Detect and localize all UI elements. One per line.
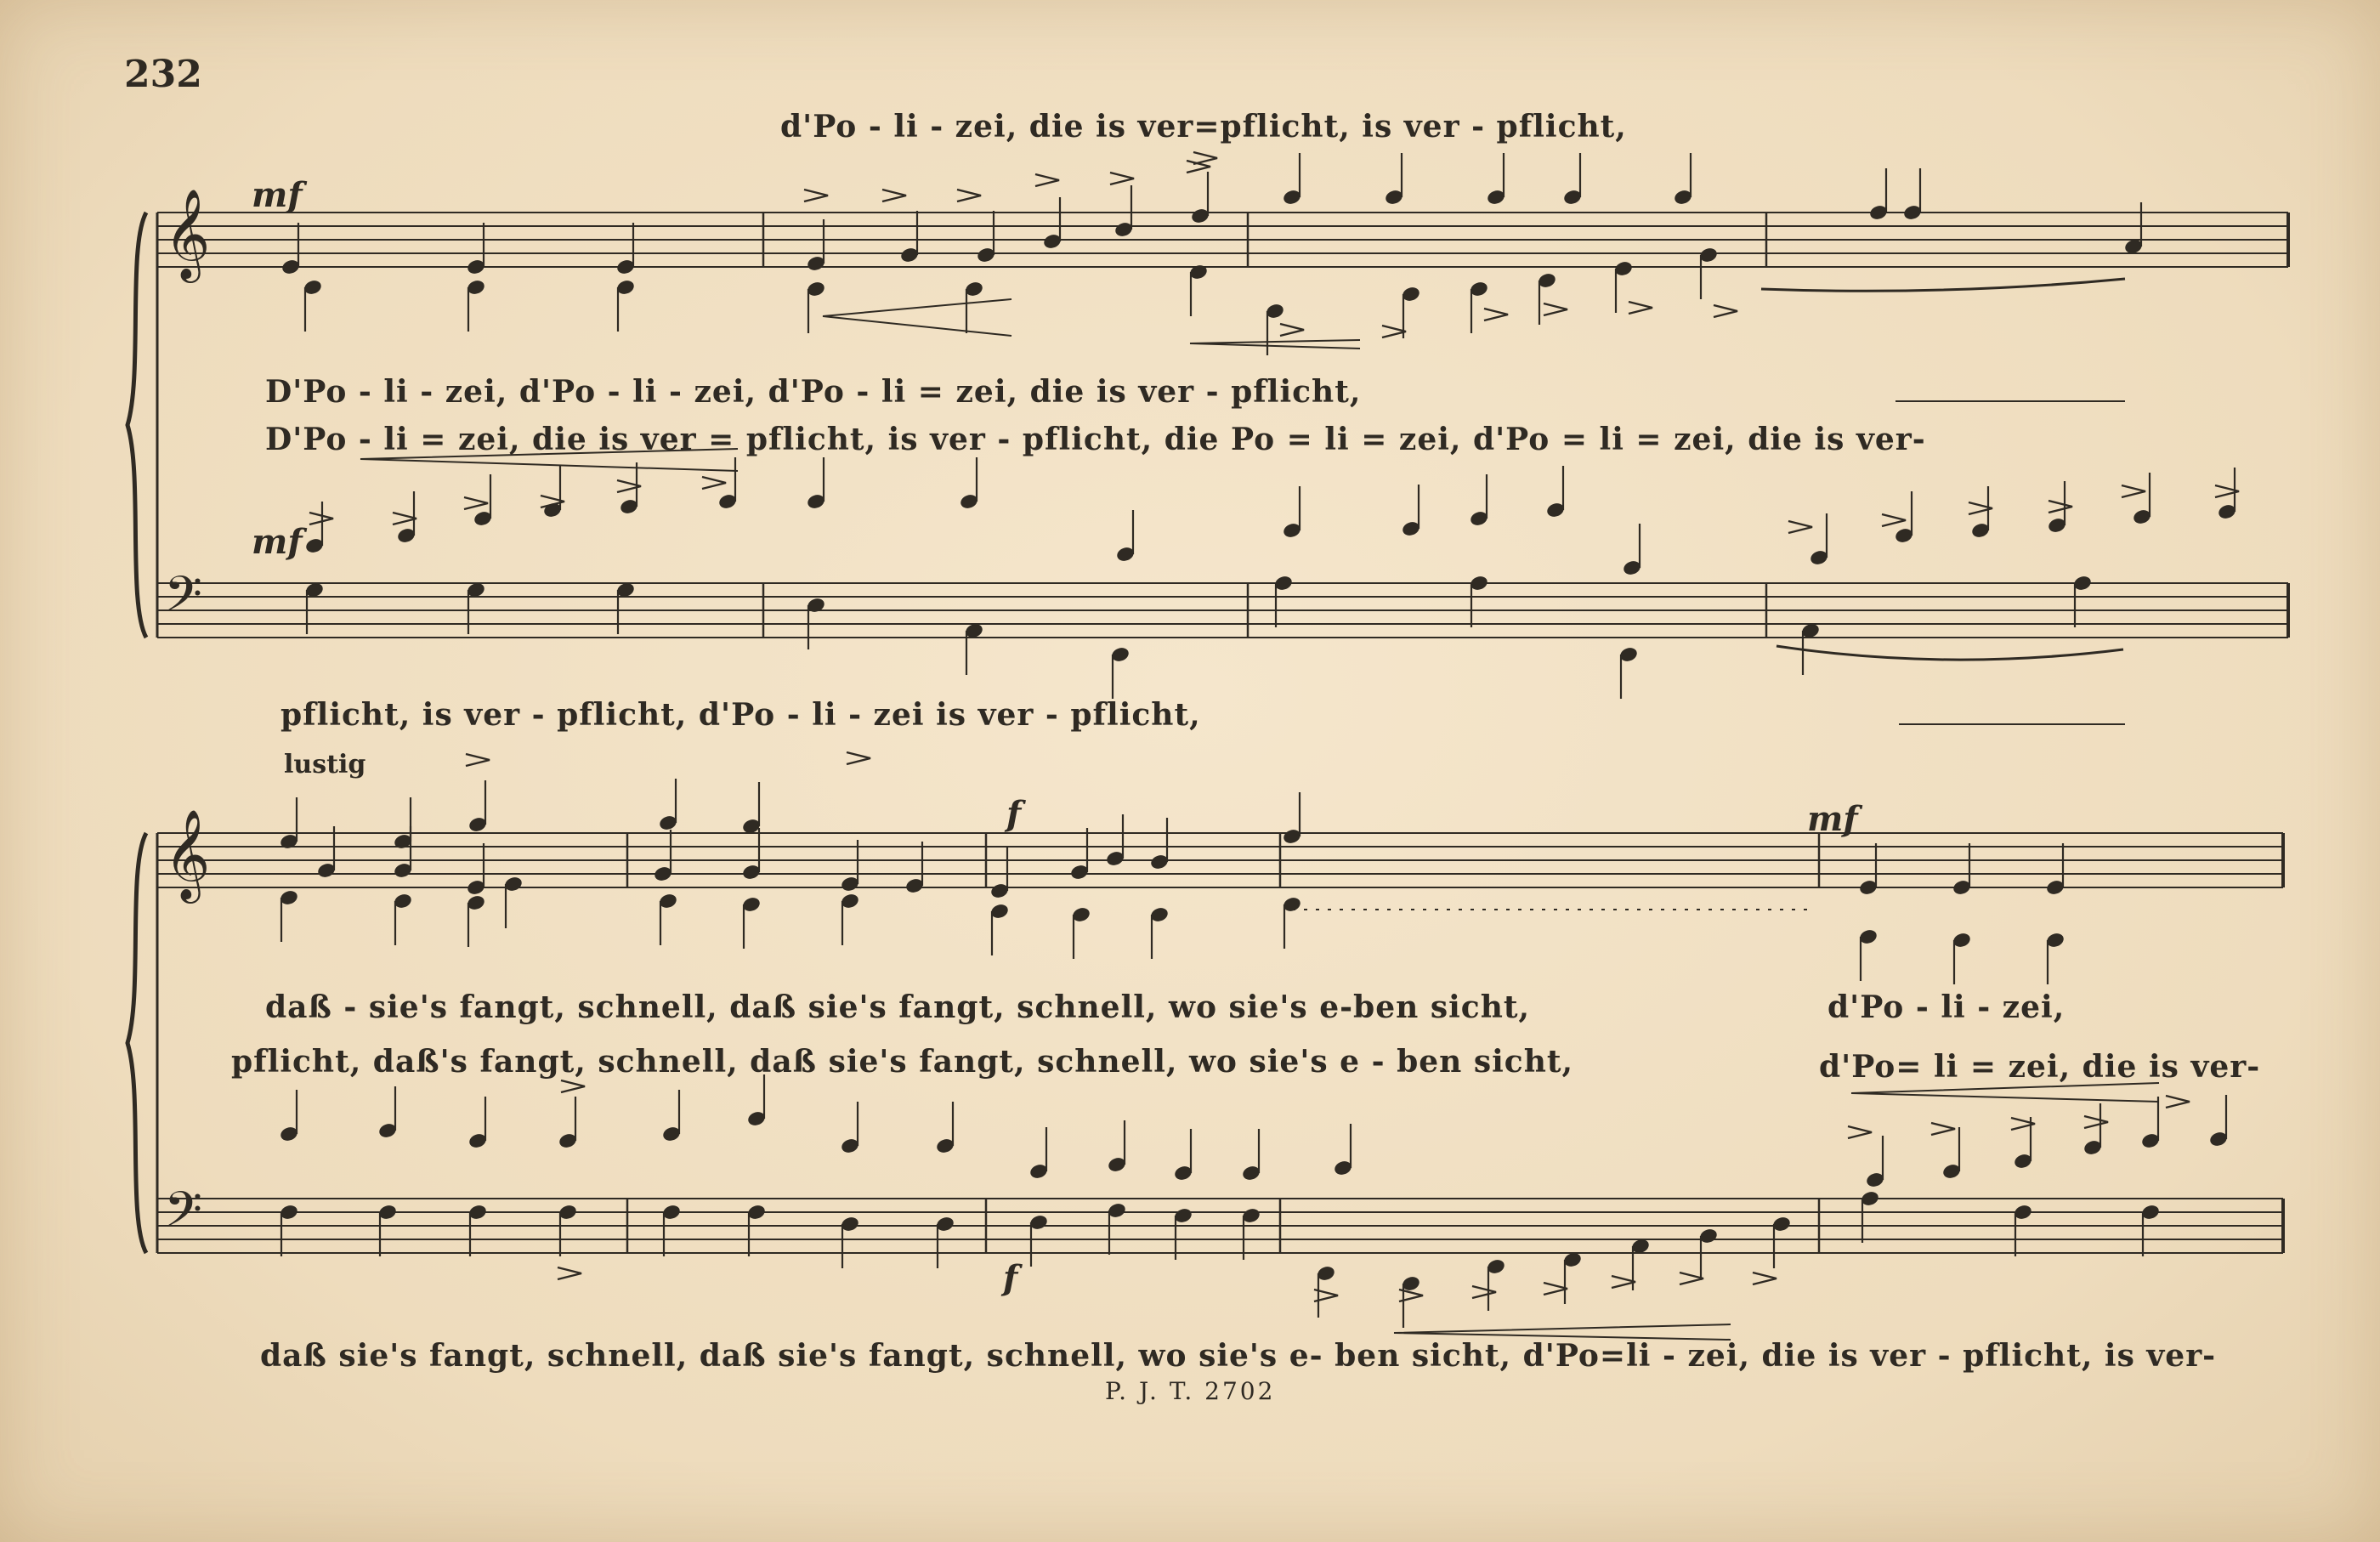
lyrics-system1-bottom: pflicht, is ver - pflicht, d'Po - li - zei is ver - pflicht, — [280, 697, 1201, 733]
accent-mark — [1382, 326, 1406, 337]
accent-mark — [558, 1267, 581, 1279]
bass-clef-icon: 𝄢 — [164, 1181, 203, 1250]
lyrics-system2-bottom: daß sie's fangt, schnell, daß sie's fangt, schnell, wo sie's e- ben sicht, d'Po=li - zei, die is ver - pflicht, is ver- — [260, 1338, 2217, 1374]
accent-mark — [466, 754, 490, 766]
lyrics-system2-mid2-end: d'Po= li = zei, die is ver- — [1819, 1049, 2261, 1085]
accent-mark — [882, 190, 906, 201]
accent-mark — [1931, 1123, 1955, 1135]
accent-mark — [464, 497, 488, 509]
dynamic-mf: mf — [1807, 799, 1858, 839]
accent-mark — [1612, 1276, 1635, 1288]
accent-mark — [1680, 1273, 1703, 1284]
accent-mark — [2166, 1096, 2190, 1108]
accent-mark — [1193, 152, 1217, 164]
lyrics-system2-mid1: daß - sie's fangt, schnell, daß sie's fangt, schnell, wo sie's e-ben sicht, — [265, 989, 1531, 1025]
accent-mark — [1788, 521, 1812, 533]
page-number: 232 — [124, 53, 202, 96]
dynamic-mf: mf — [252, 175, 303, 215]
accent-mark — [1035, 174, 1059, 186]
dynamic-f: f — [1003, 1258, 1018, 1298]
accent-mark — [1848, 1126, 1872, 1138]
dynamic-mf: mf — [252, 522, 303, 562]
tempo-marking-lustig: lustig — [284, 750, 366, 780]
accent-mark — [804, 190, 828, 201]
publisher-code: P. J. T. 2702 — [1105, 1377, 1276, 1405]
brace-icon — [128, 213, 146, 638]
accent-mark — [1753, 1273, 1776, 1284]
lyrics-system1-top: d'Po - li - zei, die is ver=pflicht, is ver - pflicht, — [780, 109, 1627, 145]
accent-mark — [2084, 1116, 2108, 1128]
lyrics-system2-mid2: pflicht, daß's fangt, schnell, daß sie's fangt, schnell, wo sie's e - ben sicht, — [231, 1044, 1574, 1080]
accent-mark — [1882, 514, 1906, 526]
accent-mark — [393, 513, 416, 524]
hairpin-icon — [1851, 1083, 2159, 1102]
lyrics-system2-mid1-end: d'Po - li - zei, — [1828, 989, 2066, 1025]
accent-mark — [957, 190, 981, 201]
slur — [1776, 646, 2123, 660]
accent-mark — [2122, 485, 2145, 497]
brace-icon — [128, 833, 146, 1253]
accent-mark — [1110, 173, 1134, 184]
accent-mark — [1714, 305, 1737, 317]
treble-clef-icon: 𝄞 — [164, 808, 211, 899]
lyrics-system1-mid2: D'Po - li = zei, die is ver = pflicht, is ver - pflicht, die Po = li = zei, d'Po = li = zei, die is ver- — [265, 422, 1926, 457]
hairpin-icon — [1190, 340, 1360, 349]
accent-mark — [1544, 303, 1567, 315]
accent-mark — [561, 1080, 585, 1092]
accent-mark — [702, 477, 726, 489]
dynamic-f: f — [1006, 794, 1022, 834]
treble-clef-icon: 𝄞 — [164, 188, 211, 279]
accent-mark — [1629, 302, 1652, 314]
accent-mark — [847, 752, 870, 764]
slur — [1761, 279, 2125, 291]
hairpin-icon — [823, 299, 1012, 336]
accent-mark — [1280, 324, 1304, 336]
accent-mark — [1544, 1283, 1567, 1295]
bass-clef-icon: 𝄢 — [164, 565, 203, 635]
accent-mark — [2048, 501, 2072, 513]
lyrics-system1-mid1: D'Po - li - zei, d'Po - li - zei, d'Po - li = zei, die is ver - pflicht, — [265, 374, 1362, 410]
accent-mark — [1484, 309, 1508, 320]
accent-mark — [1472, 1286, 1496, 1298]
